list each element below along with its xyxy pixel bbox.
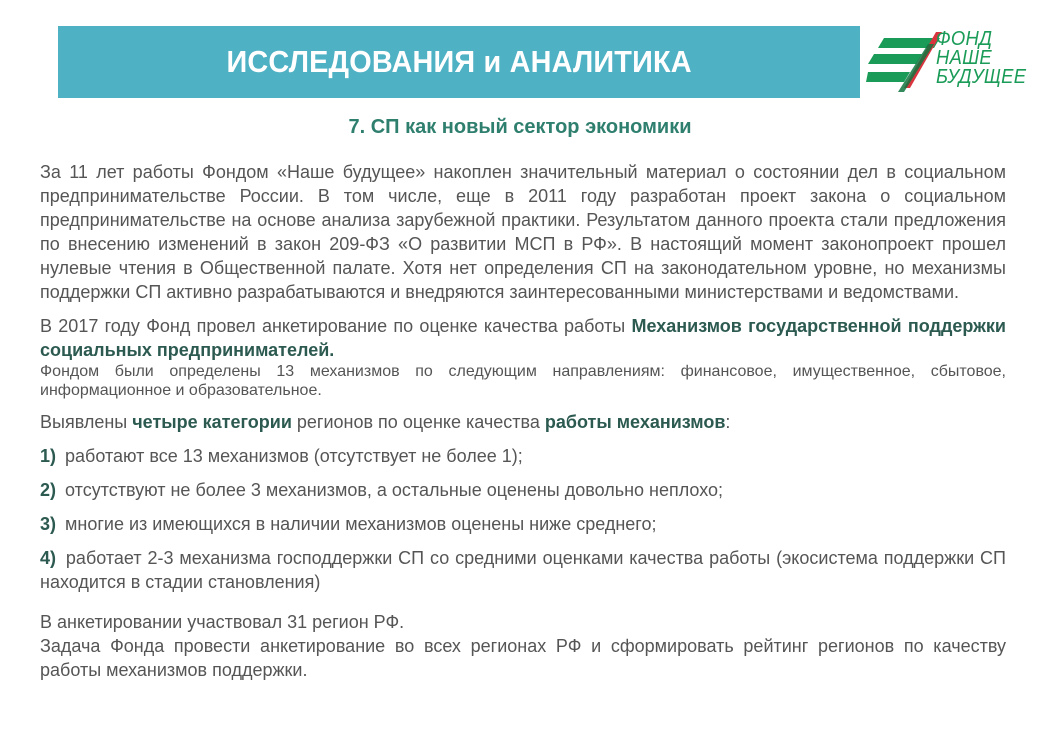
list-text: отсутствуют не более 3 механизмов, а остальные оценены довольно неплохо; xyxy=(65,480,724,500)
paragraph-participants: В анкетировании участвовал 31 регион РФ. xyxy=(40,612,405,632)
categories-bold-2: работы механизмов xyxy=(544,412,726,432)
categories-bold-1: четыре категории xyxy=(132,412,292,432)
main-content xyxy=(40,160,1006,682)
list-number: 4) xyxy=(40,548,57,568)
fund-logo xyxy=(866,30,1034,94)
list-item xyxy=(40,478,1006,502)
survey-highlight: Механизмов государственной поддержки социальных предпринимателей. xyxy=(40,316,1006,360)
paragraph-survey xyxy=(40,314,1006,362)
paragraph-intro: За 11 лет работы Фондом «Наше будущее» накоплен значительный материал о состоянии дел в социальном предпринимательстве России. В том числе, еще в 2011 году разработан проект закона о социальном предпринимательстве на основе анализа зарубежной практики. Результатом данного проекта стали предложения по внесению изменений в закон 209-ФЗ «О развитии МСП в РФ». В настоящий момент законопроект прошел нулевые чтения в Общественной палате. Хотя нет определения СП на законодательном уровне, но механизмы поддержки СП активно разрабатываются и внедряются заинтересованными министерствами и ведомствами. xyxy=(40,162,1006,302)
logo-stripes-icon xyxy=(866,32,942,92)
list-item xyxy=(40,546,1006,594)
list-item xyxy=(40,444,1006,468)
list-item xyxy=(40,512,1006,536)
section-title: 7. СП как новый сектор экономики xyxy=(348,116,692,138)
logo-text-line2: НАШЕ xyxy=(936,47,992,69)
logo-text-line1: ФОНД xyxy=(936,28,993,50)
list-text: многие из имеющихся в наличии механизмов оценены ниже среднего; xyxy=(65,514,657,534)
categories-text-3: : xyxy=(725,412,731,432)
list-number: 3) xyxy=(40,514,57,534)
header-banner xyxy=(58,26,860,98)
list-text: работает 2-3 механизма господдержки СП со средними оценками качества работы (экосистема поддержки СП находится в стадии становления) xyxy=(40,548,1006,592)
paragraph-categories xyxy=(40,410,1006,434)
survey-text: В 2017 году Фонд провел анкетирование по оценке качества работы xyxy=(40,316,632,336)
categories-text-2: регионов по оценке качества xyxy=(291,412,545,432)
logo-text-line3: БУДУЩЕЕ xyxy=(936,66,1027,88)
list-text: работают все 13 механизмов (отсутствует не более 1); xyxy=(65,446,523,466)
list-number: 2) xyxy=(40,480,57,500)
paragraph-mechanisms: Фондом были определены 13 механизмов по следующим направлениям: финансовое, имущественное, сбытовое, информационное и образовательное. xyxy=(40,363,1006,399)
page-title: ИССЛЕДОВАНИЯ и АНАЛИТИКА xyxy=(226,44,692,79)
list-number: 1) xyxy=(40,446,57,466)
categories-text-1: Выявлены xyxy=(40,412,133,432)
paragraph-goal: Задача Фонда провести анкетирование во всех регионах РФ и сформировать рейтинг регионов по качеству работы механизмов поддержки. xyxy=(40,636,1006,680)
logo-text xyxy=(936,30,1026,87)
